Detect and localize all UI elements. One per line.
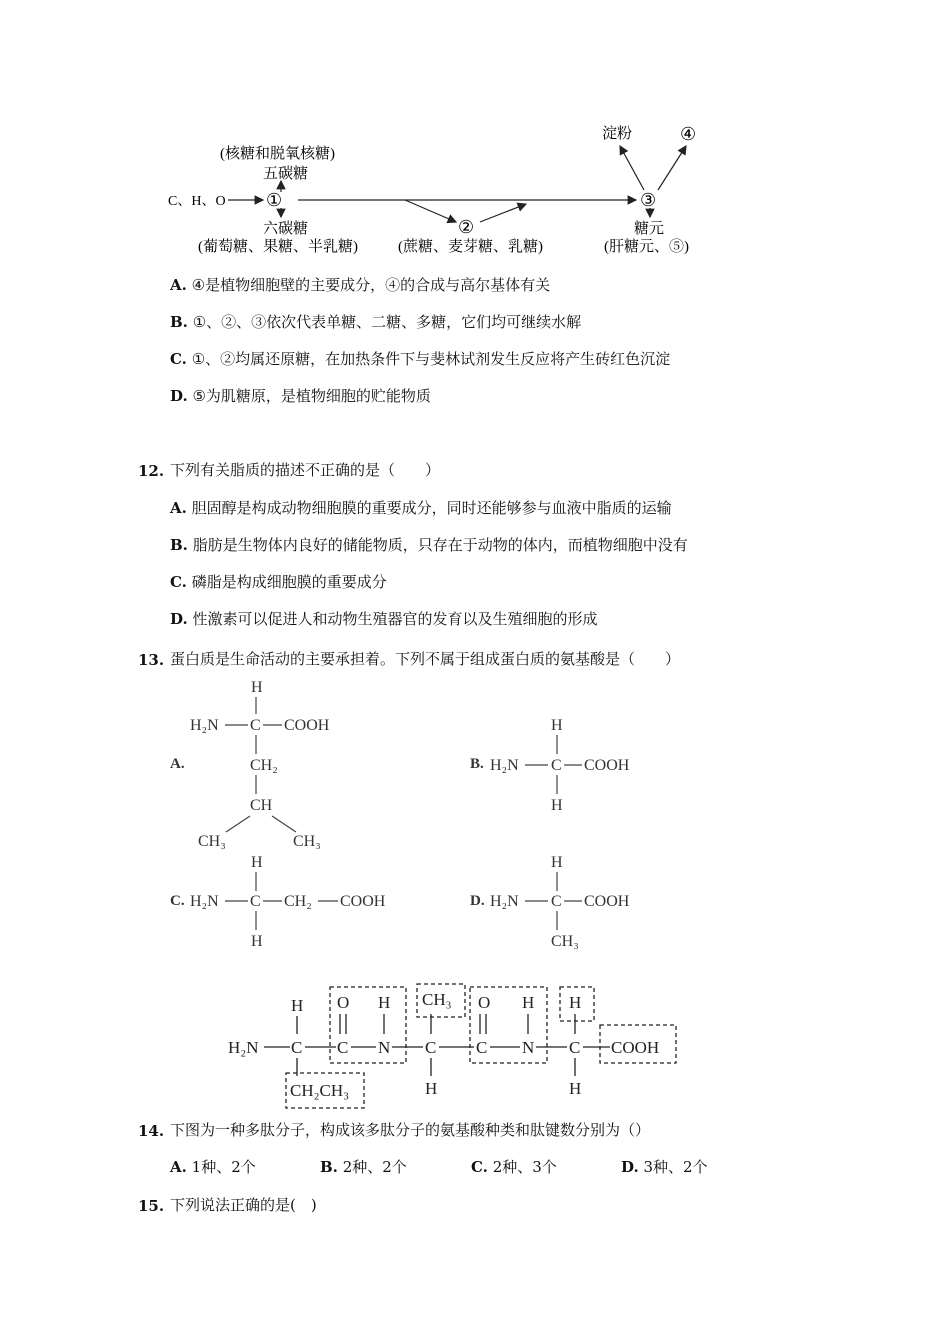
q13-stem: 蛋白质是生命活动的主要承担着。下列不属于组成蛋白质的氨基酸是（ ） — [170, 650, 681, 668]
d-c: C — [551, 893, 562, 910]
arrow-3-to-starch — [620, 146, 644, 190]
polypeptide-diagram — [220, 978, 690, 1113]
c-h2n: H₂N — [190, 893, 219, 910]
option-label: D. — [170, 387, 188, 405]
a-ch: CH — [250, 797, 273, 814]
option-text: ①、②均属还原糖，在加热条件下与斐林试剂发生反应将产生砖红色沉淀 — [191, 350, 671, 368]
glycogen-note: (肝糖元、⑤) — [604, 239, 689, 255]
option-text: 性激素可以促进人和动物生殖器官的发育以及生殖细胞的形成 — [192, 610, 598, 628]
option-text: 2种、3个 — [492, 1158, 557, 1176]
pep-c5: C — [569, 1038, 581, 1057]
option-d-label: D. — [470, 893, 485, 909]
option-label: A. — [170, 499, 187, 517]
pep-c3-h: H — [425, 1079, 438, 1098]
q14-option-c[interactable] — [471, 1156, 557, 1177]
option-text: ④是植物细胞壁的主要成分，④的合成与高尔基体有关 — [191, 276, 551, 294]
q15-stem: 下列说法正确的是( ) — [170, 1196, 317, 1214]
q12-option-b[interactable] — [170, 534, 688, 555]
a-ch3-left: CH₃ — [198, 833, 226, 850]
a-c: C — [250, 717, 261, 734]
pep-c1-h: H — [291, 996, 304, 1015]
option-label: C. — [170, 573, 187, 591]
option-label: A. — [170, 276, 187, 294]
option-a-label: A. — [170, 756, 185, 772]
q13-number: 13. — [138, 651, 165, 669]
pep-c4: C — [476, 1038, 488, 1057]
option-text: 磷脂是构成细胞膜的重要成分 — [191, 573, 387, 591]
q12-number: 12. — [138, 462, 165, 480]
six-carbon-label: 六碳糖 — [263, 221, 309, 237]
arrow-3-to-4 — [658, 146, 686, 190]
pep-h2n: H₂N — [228, 1038, 259, 1057]
option-text: 脂肪是生物体内良好的储能物质，只存在于动物的体内，而植物细胞中没有 — [192, 536, 688, 554]
pep-c1-ethyl: CH₂CH₃ — [290, 1081, 350, 1100]
q14-option-d[interactable] — [621, 1156, 708, 1177]
b-h2n: H₂N — [490, 757, 519, 774]
pep-c4-o: O — [478, 993, 491, 1012]
q14-option-a[interactable] — [170, 1156, 256, 1177]
option-text: 胆固醇是构成动物细胞膜的重要成分，同时还能够参与血液中脂质的运输 — [191, 499, 672, 517]
node-2: ② — [458, 217, 475, 237]
option-text: ①、②、③依次代表单糖、二糖、多糖，它们均可继续水解 — [192, 313, 582, 331]
q12-option-c[interactable] — [170, 571, 387, 592]
sugar-classification-diagram — [160, 118, 720, 263]
d-ch3: CH₃ — [551, 933, 579, 950]
option-label: B. — [320, 1158, 338, 1176]
c-ch2: CH₂ — [284, 893, 312, 910]
option-text: ⑤为肌糖原，是植物细胞的贮能物质 — [192, 387, 431, 405]
c-h-top: H — [251, 854, 263, 871]
q12-option-a[interactable] — [170, 497, 672, 518]
d-h2n: H₂N — [490, 893, 519, 910]
pep-n2-h: H — [522, 993, 535, 1012]
amino-acid-structures — [160, 670, 660, 955]
pep-n1: N — [378, 1038, 391, 1057]
c-c: C — [250, 893, 261, 910]
node-3: ③ — [640, 190, 657, 210]
option-label: A. — [170, 1158, 187, 1176]
b-h-top: H — [551, 717, 563, 734]
c-h-bottom: H — [251, 933, 263, 950]
option-label: D. — [170, 610, 188, 628]
c-cooh: COOH — [340, 893, 386, 910]
q14-stem: 下图为一种多肽分子，构成该多肽分子的氨基酸种类和肽键数分别为（） — [170, 1121, 651, 1139]
arrow-from-2 — [480, 204, 526, 222]
q12-option-d[interactable] — [170, 608, 598, 629]
pep-c3-ch3: CH₃ — [422, 990, 452, 1009]
q11-option-c[interactable] — [170, 348, 670, 369]
d-h-top: H — [551, 854, 563, 871]
option-text: 1种、2个 — [191, 1158, 256, 1176]
a-cooh: COOH — [284, 717, 330, 734]
q12-stem: 下列有关脂质的描述不正确的是（ ） — [170, 461, 441, 479]
pep-c1: C — [291, 1038, 303, 1057]
pep-c2-o: O — [337, 993, 350, 1012]
pep-n1-h: H — [378, 993, 391, 1012]
pep-c2: C — [337, 1038, 349, 1057]
pep-n2: N — [522, 1038, 535, 1057]
q11-option-a[interactable] — [170, 274, 550, 295]
six-carbon-note: (葡萄糖、果糖、半乳糖) — [198, 239, 358, 255]
option-label: C. — [170, 350, 187, 368]
option-c-label: C. — [170, 893, 185, 909]
q11-option-d[interactable] — [170, 385, 431, 406]
arrow-to-2 — [405, 200, 456, 222]
starch-label: 淀粉 — [602, 126, 633, 142]
pep-c3: C — [425, 1038, 437, 1057]
q15-number: 15. — [138, 1197, 165, 1215]
q14-number: 14. — [138, 1122, 165, 1140]
five-carbon-note: (核糖和脱氧核糖) — [220, 146, 335, 162]
option-label: B. — [170, 536, 188, 554]
a-ch3-right: CH₃ — [293, 833, 321, 850]
pep-cooh: COOH — [611, 1038, 660, 1057]
node-1: ① — [266, 190, 283, 210]
node-4: ④ — [680, 124, 697, 144]
pep-c5-h-bottom: H — [569, 1079, 582, 1098]
cho-label: C、H、O — [168, 194, 226, 209]
q14-option-b[interactable] — [320, 1156, 407, 1177]
q11-option-b[interactable] — [170, 311, 581, 332]
option-label: D. — [621, 1158, 639, 1176]
option-text: 2种、2个 — [342, 1158, 407, 1176]
option-label: B. — [170, 313, 188, 331]
pep-c5-h: H — [569, 993, 582, 1012]
a-h-top: H — [251, 679, 263, 696]
a-ch2: CH₂ — [250, 757, 278, 774]
d-cooh: COOH — [584, 893, 630, 910]
option-text: 3种、2个 — [643, 1158, 708, 1176]
b-c: C — [551, 757, 562, 774]
glycogen-label: 糖元 — [634, 221, 665, 237]
b-cooh: COOH — [584, 757, 630, 774]
five-carbon-label: 五碳糖 — [263, 166, 309, 182]
b-h-bottom: H — [551, 797, 563, 814]
option-b-label: B. — [470, 756, 484, 772]
a-h2n: H₂N — [190, 717, 219, 734]
disaccharide-note: (蔗糖、麦芽糖、乳糖) — [398, 239, 543, 255]
option-label: C. — [471, 1158, 488, 1176]
